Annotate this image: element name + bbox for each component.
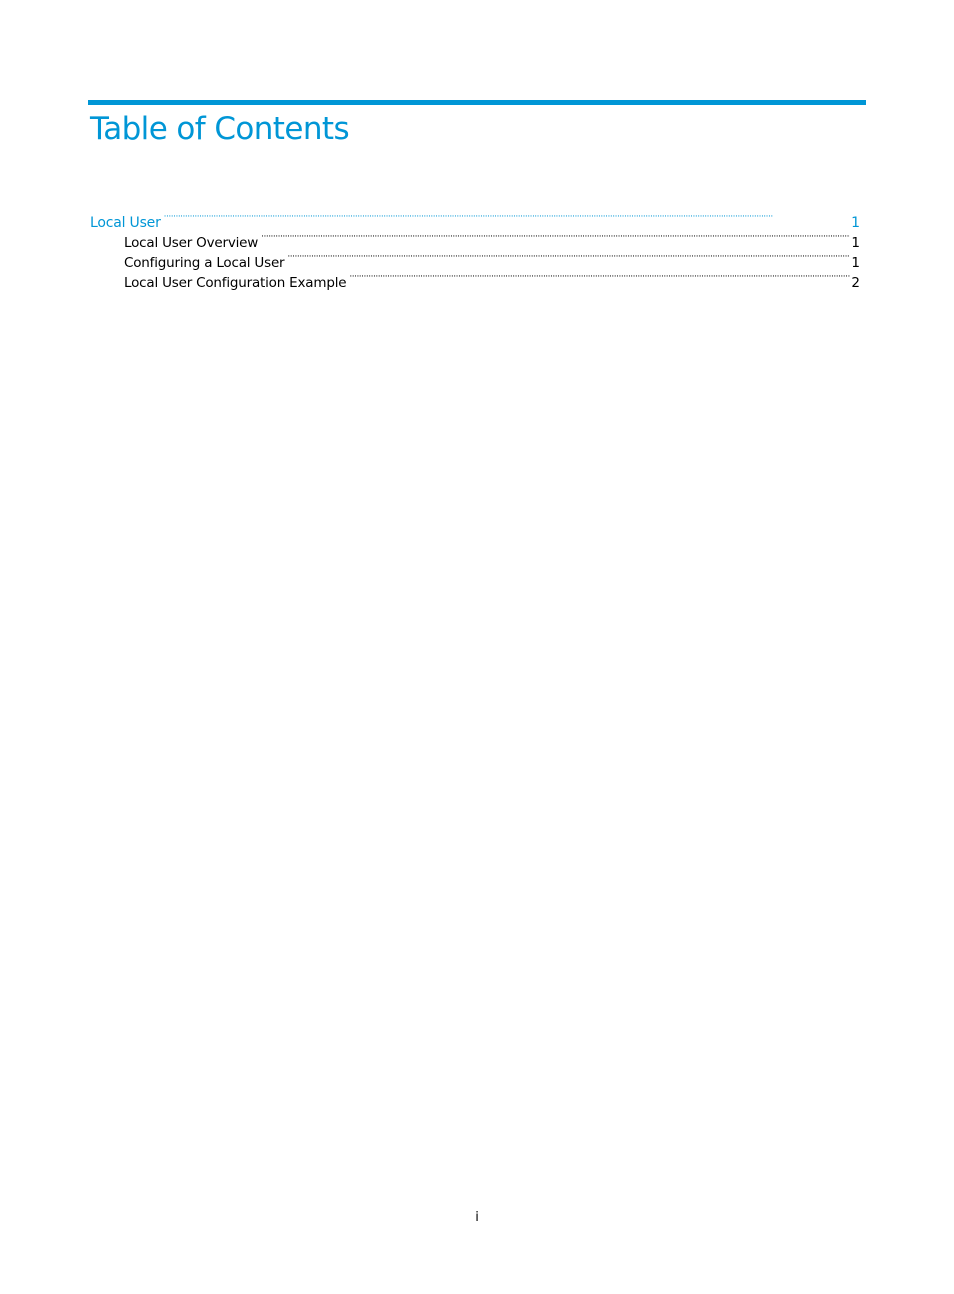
title-rule	[88, 100, 866, 105]
page-title: Table of Contents	[90, 111, 349, 147]
page-number: i	[475, 1210, 479, 1225]
toc-leader-dots	[261, 227, 850, 247]
toc-entry-page: 2	[851, 275, 860, 291]
toc-entry-page: 1	[851, 235, 860, 251]
toc-entry-label: Local User	[90, 215, 161, 231]
toc-leader-dots	[349, 267, 850, 287]
toc-entry-page: 1	[851, 255, 860, 271]
toc-leader-dots	[287, 247, 850, 267]
toc-entry-local-user[interactable]	[90, 207, 860, 231]
toc-leader-dots	[164, 207, 850, 227]
toc-entry-label: Local User Overview	[124, 235, 259, 251]
toc-entry-label: Configuring a Local User	[124, 255, 285, 271]
toc-entry-local-user-overview[interactable]	[90, 227, 860, 251]
table-of-contents	[90, 207, 860, 291]
toc-entry-label: Local User Configuration Example	[124, 275, 347, 291]
toc-entry-page: 1	[851, 215, 860, 231]
